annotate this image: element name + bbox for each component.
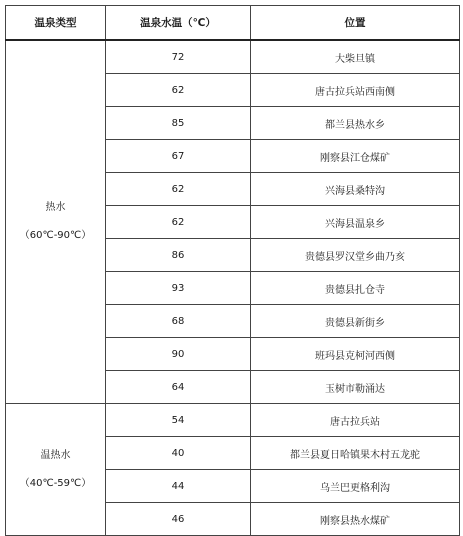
location-cell: 都兰县热水乡 xyxy=(251,107,460,140)
location-cell: 刚察县热水煤矿 xyxy=(251,503,460,536)
location-cell: 唐古拉兵站西南侧 xyxy=(251,74,460,107)
temperature-cell: 44 xyxy=(106,470,251,503)
temperature-cell: 86 xyxy=(106,239,251,272)
temperature-cell: 72 xyxy=(106,40,251,74)
temperature-cell: 62 xyxy=(106,74,251,107)
location-cell: 贵德县新街乡 xyxy=(251,305,460,338)
table-row xyxy=(6,404,460,437)
spring-type-range: （60℃-90℃） xyxy=(19,230,92,241)
spring-type-name: 温热水 xyxy=(40,449,71,461)
header-type: 温泉类型 xyxy=(6,6,106,41)
location-cell: 班玛县克柯河西侧 xyxy=(251,338,460,371)
location-cell: 贵德县扎仓寺 xyxy=(251,272,460,305)
header-temperature: 温泉水温（℃） xyxy=(106,6,251,41)
table-row xyxy=(6,40,460,74)
location-cell: 唐古拉兵站 xyxy=(251,404,460,437)
hot-spring-table xyxy=(5,5,460,536)
spring-type-cell xyxy=(6,404,106,536)
location-cell: 兴海县桑特沟 xyxy=(251,173,460,206)
temperature-cell: 64 xyxy=(106,371,251,404)
header-row xyxy=(6,6,460,41)
location-cell: 兴海县温泉乡 xyxy=(251,206,460,239)
temperature-cell: 85 xyxy=(106,107,251,140)
temperature-cell: 40 xyxy=(106,437,251,470)
temperature-cell: 93 xyxy=(106,272,251,305)
location-cell: 乌兰巴更格利沟 xyxy=(251,470,460,503)
spring-type-cell xyxy=(6,40,106,404)
spring-type-range: （40℃-59℃） xyxy=(19,477,92,489)
temperature-cell: 90 xyxy=(106,338,251,371)
location-cell: 贵德县罗汉堂乡曲乃亥 xyxy=(251,239,460,272)
location-cell: 玉树市勒涌达 xyxy=(251,371,460,404)
temperature-cell: 67 xyxy=(106,140,251,173)
location-cell: 刚察县江仓煤矿 xyxy=(251,140,460,173)
temperature-cell: 54 xyxy=(106,404,251,437)
table-body xyxy=(6,40,460,536)
temperature-cell: 62 xyxy=(106,206,251,239)
location-cell: 大柴旦镇 xyxy=(251,40,460,74)
spring-type-name: 热水 xyxy=(45,202,66,213)
location-cell: 都兰县夏日哈镇果木村五龙驼 xyxy=(251,437,460,470)
temperature-cell: 68 xyxy=(106,305,251,338)
temperature-cell: 62 xyxy=(106,173,251,206)
header-location: 位置 xyxy=(251,6,460,41)
temperature-cell: 46 xyxy=(106,503,251,536)
